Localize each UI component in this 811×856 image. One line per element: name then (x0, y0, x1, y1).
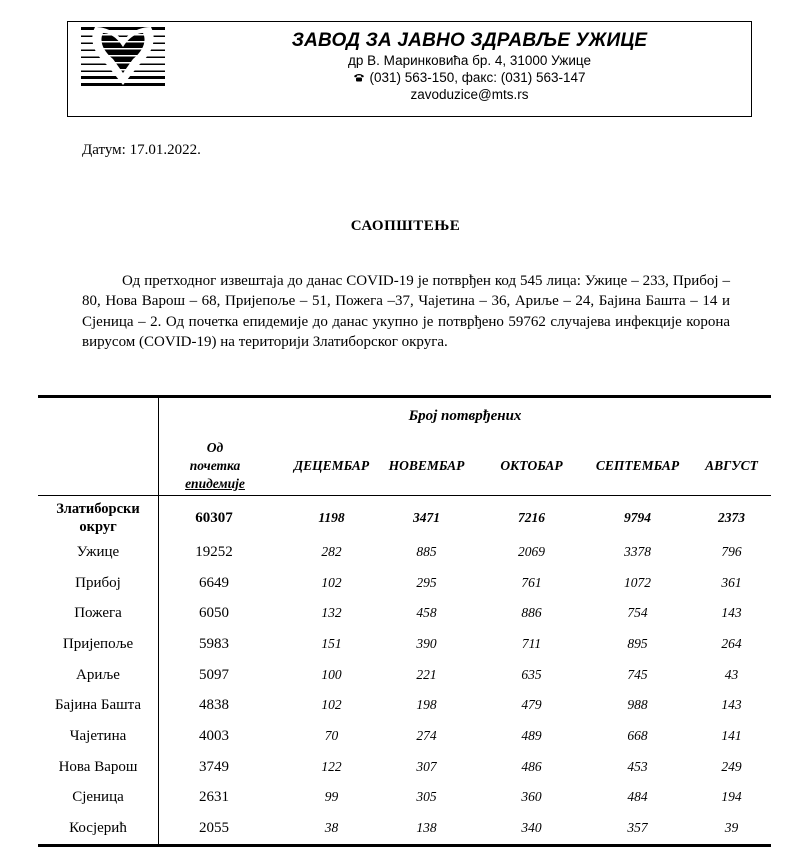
municipality-name: Бајина Башта (54, 697, 142, 713)
column-header-september: СЕПТЕМБАР (595, 458, 680, 473)
month-cases: 249 (721, 758, 742, 774)
month-cases: 754 (627, 605, 648, 620)
month-cases: 711 (521, 636, 542, 651)
table-row (38, 629, 771, 659)
month-cases: 390 (416, 636, 437, 651)
month-cases: 1072 (624, 574, 651, 590)
municipality-name: Нова Варош (58, 758, 138, 775)
column-header-december: ДЕЦЕМБАР (293, 458, 370, 473)
institution-email: zavoduzice@mts.rs (410, 87, 529, 102)
total-cases: 5983 (199, 636, 229, 652)
table-row-district-total (38, 498, 771, 535)
month-cases: 886 (521, 605, 542, 620)
table-row (38, 813, 771, 843)
month-cases: 100 (321, 666, 342, 682)
month-cases: 361 (721, 574, 742, 590)
month-cases: 486 (521, 758, 542, 774)
month-cases: 9794 (624, 510, 651, 525)
month-cases: 295 (416, 574, 437, 590)
total-cases: 3749 (199, 758, 229, 775)
month-cases: 745 (627, 666, 648, 682)
municipality-name: Пожега (74, 605, 122, 621)
month-cases: 132 (321, 605, 342, 620)
total-cases: 2055 (199, 820, 229, 836)
month-cases: 489 (521, 728, 542, 743)
month-cases: 453 (627, 758, 648, 774)
month-cases: 484 (627, 789, 648, 804)
month-cases: 479 (521, 697, 542, 712)
municipality-name: Ужице (76, 544, 120, 560)
month-cases: 141 (721, 728, 742, 743)
month-cases: 43 (724, 666, 739, 682)
phone-fax-text: (031) 563-150, факс: (031) 563-147 (369, 70, 586, 85)
column-header-november: НОВЕМБАР (388, 458, 465, 473)
notice-title: САОПШТЕЊЕ (350, 218, 461, 234)
column-header-since-start (159, 439, 271, 493)
month-cases: 3378 (624, 544, 651, 559)
table-row (38, 568, 771, 598)
month-cases: 2373 (718, 510, 745, 525)
total-cases: 4003 (199, 728, 229, 744)
notice-paragraph: Од претходног извештаја до данас COVID-19 је потврђен код 545 лица: Ужице – 233, Прибој – 80, Нова Варош – 68, Пријепоље – 51, Пожега –37, Чајетина – 36, Ариље – 24, Бајина Башта – 14 и Сјеница – 2. Од почетка епидемије до данас укупно је потврђено 59762 случајева инфекције корона вирусом (COVID-19) на територији Златиборског округа. (82, 273, 730, 351)
telephone-icon (353, 73, 365, 82)
table-row (38, 782, 771, 812)
month-cases: 198 (416, 697, 437, 712)
institution-phone (68, 70, 751, 85)
month-cases: 138 (416, 820, 437, 835)
institution-name: ЗАВОД ЗА ЈАВНО ЗДРАВЉЕ УЖИЦЕ (291, 30, 648, 51)
table-row (38, 690, 771, 720)
month-cases: 143 (721, 697, 742, 712)
table-row (38, 721, 771, 751)
table-row (38, 660, 771, 690)
month-cases: 39 (724, 820, 739, 835)
month-cases: 988 (627, 697, 648, 712)
month-cases: 885 (416, 544, 437, 559)
header-line: почетка (189, 458, 241, 473)
month-cases: 38 (324, 820, 339, 835)
month-cases: 1198 (318, 510, 345, 525)
month-cases: 305 (416, 789, 437, 804)
column-header-august: АВГУСТ (705, 458, 758, 473)
month-cases: 151 (321, 636, 342, 651)
total-cases: 6050 (199, 605, 229, 621)
month-cases: 3471 (413, 510, 440, 525)
month-cases: 360 (521, 789, 542, 804)
month-cases: 7216 (518, 510, 545, 525)
month-cases: 274 (416, 728, 437, 743)
month-cases: 340 (521, 820, 542, 835)
month-cases: 70 (324, 728, 339, 743)
municipality-name: Косјерић (69, 820, 127, 836)
month-cases: 194 (721, 789, 742, 804)
table-bottom-rule (38, 844, 771, 847)
table-top-rule (38, 395, 771, 398)
month-cases: 221 (416, 666, 437, 682)
municipality-name: Пријепоље (62, 636, 134, 652)
month-cases: 458 (416, 605, 437, 620)
month-cases: 307 (416, 758, 437, 774)
letterhead (67, 21, 752, 117)
month-cases: 102 (321, 574, 342, 590)
month-cases: 2069 (518, 544, 545, 559)
total-cases: 60307 (195, 510, 233, 526)
table-row (38, 537, 771, 567)
month-cases: 282 (321, 544, 342, 559)
month-cases: 357 (627, 820, 648, 835)
header-line: епидемије (185, 476, 245, 491)
month-cases: 796 (721, 544, 742, 559)
total-cases: 19252 (195, 544, 233, 560)
month-cases: 99 (324, 789, 339, 804)
total-cases: 5097 (199, 666, 229, 683)
municipality-name: Чајетина (69, 728, 127, 744)
municipality-name: Прибој (75, 574, 121, 591)
table-row (38, 598, 771, 628)
month-cases: 635 (521, 666, 542, 682)
month-cases: 668 (627, 728, 648, 743)
municipality-name: Ариље (76, 666, 120, 683)
document-date: Датум: 17.01.2022. (82, 142, 201, 158)
month-cases: 895 (627, 636, 648, 651)
table-row (38, 752, 771, 782)
municipality-name: Златиборски округ (56, 501, 140, 535)
total-cases: 6649 (199, 574, 229, 591)
table-header-rule (38, 495, 771, 496)
total-cases: 4838 (199, 697, 229, 713)
month-cases: 264 (721, 636, 742, 651)
header-line: Од (206, 440, 224, 455)
month-cases: 102 (321, 697, 342, 712)
total-cases: 2631 (199, 789, 229, 805)
column-header-october: ОКТОБАР (500, 458, 563, 473)
month-cases: 143 (721, 605, 742, 620)
month-cases: 761 (521, 574, 542, 590)
municipality-name: Сјеница (72, 789, 124, 805)
institution-address: др В. Маринковића бр. 4, 31000 Ужице (348, 53, 591, 68)
group-header: Број потврђених (408, 408, 522, 424)
month-cases: 122 (321, 758, 342, 774)
